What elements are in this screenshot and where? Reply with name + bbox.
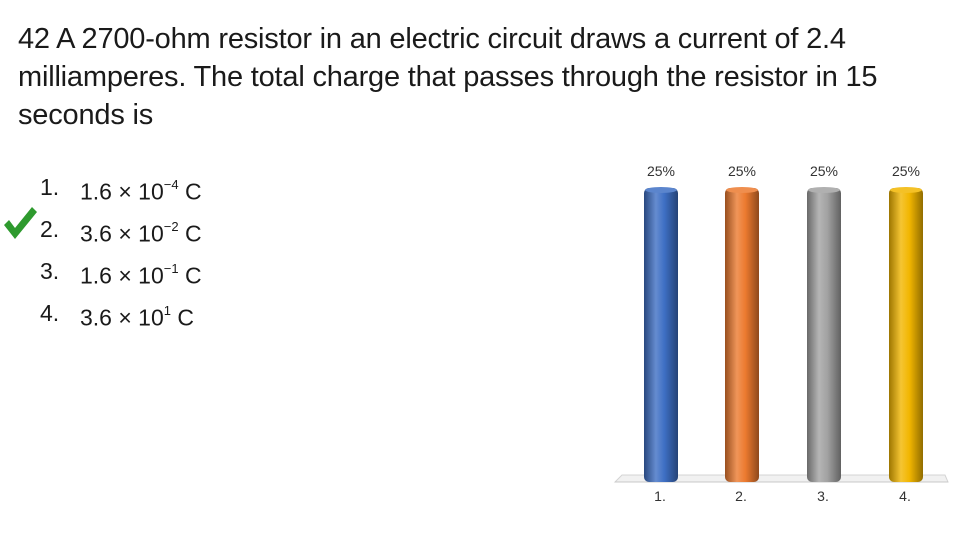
answer-unit: C (171, 304, 195, 331)
bar-top-2 (726, 187, 758, 193)
answer-number: 4. (40, 300, 60, 326)
answer-exponent: 1 (163, 303, 172, 318)
answer-number: 2. (40, 216, 60, 242)
data-label-2: 25% (727, 163, 757, 179)
x-tick-label-3: 3. (817, 488, 829, 504)
data-label-1: 25% (646, 163, 676, 179)
bar-top-1 (645, 187, 677, 193)
answer-exponent: −2 (163, 219, 179, 234)
bar-top-3 (808, 187, 840, 193)
answer-unit: C (178, 262, 202, 289)
answer-number: 1. (40, 174, 60, 200)
answer-unit: C (178, 178, 202, 205)
bar-2 (725, 188, 759, 482)
x-tick-label-1: 1. (654, 488, 666, 504)
bar-4 (889, 188, 923, 482)
x-tick-label-4: 4. (899, 488, 911, 504)
bar-3 (807, 188, 841, 482)
answer-exponent: −1 (163, 261, 179, 276)
answer-text (80, 168, 202, 211)
bar-top-4 (890, 187, 922, 193)
answer-mantissa: 1.6 × 10 (80, 262, 164, 289)
answer-text (80, 252, 202, 295)
checkmark-icon (2, 205, 38, 241)
answer-mantissa: 3.6 × 10 (80, 220, 164, 247)
answer-unit: C (178, 220, 202, 247)
question-text: 42 A 2700-ohm resistor in an electric circuit draws a current of 2.4 milliamperes. The total charge that passes through the resistor in 15 seconds is (18, 23, 878, 131)
answer-text (80, 210, 202, 253)
answer-exponent: −4 (163, 177, 179, 192)
answer-number: 3. (40, 258, 60, 284)
answer-mantissa: 3.6 × 10 (80, 304, 164, 331)
data-label-4: 25% (891, 163, 921, 179)
answer-mantissa: 1.6 × 10 (80, 178, 164, 205)
bar-1 (644, 188, 678, 482)
data-label-3: 25% (809, 163, 839, 179)
response-bar-chart (600, 150, 960, 520)
answer-text (80, 294, 194, 337)
x-tick-label-2: 2. (735, 488, 747, 504)
